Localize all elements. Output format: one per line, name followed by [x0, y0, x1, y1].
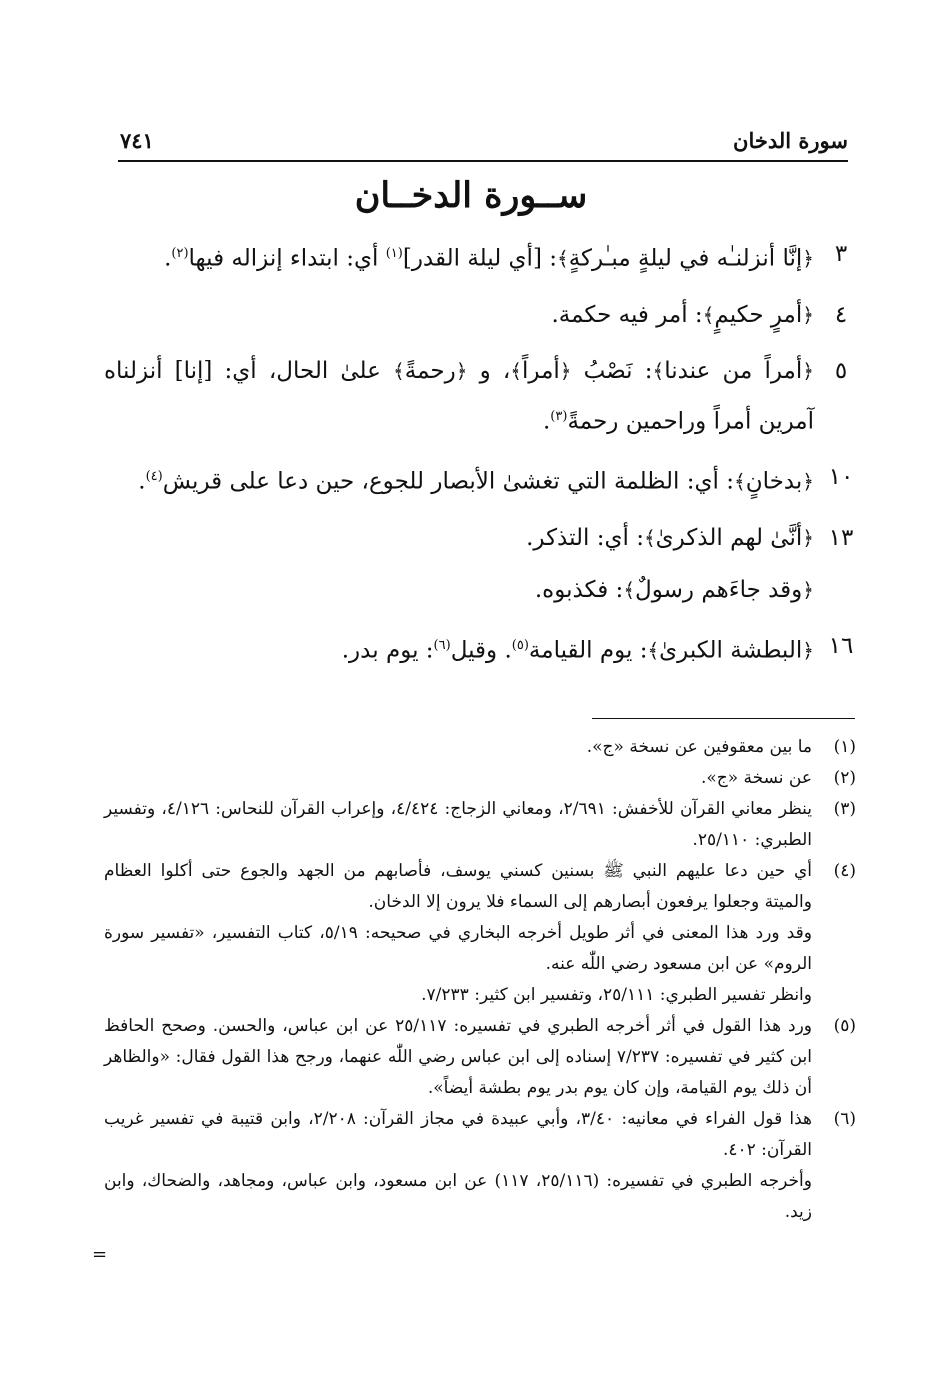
entry-verse-10 — [104, 454, 856, 505]
footnote-5 — [104, 1011, 856, 1104]
ornate-bracket-close: ﴾ — [643, 525, 656, 550]
ornate-bracket-open: ﴿ — [802, 577, 814, 602]
entry-verse-4 — [104, 292, 856, 338]
footnote-number: (٤) — [833, 861, 856, 881]
commentary-text: : يوم القيامة — [528, 637, 648, 664]
ornate-bracket-close: ﴾ — [623, 577, 636, 602]
ornate-bracket-open: ﴿ — [802, 525, 814, 550]
ornate-bracket-open: ﴿ — [802, 638, 814, 663]
footnote-text: ورد هذا القول في أثر أخرجه الطبري في تفسيره: ٢٥/١١٧ عن ابن عباس، والحسن. وصحح الحافظ ابن كثير في تفسيره: ٧/٢٣٧ إسناده إلى ابن عباس رضي اللّٰه عنهما، ورجح هذا القول فقال: «والظاهر أن ذلك يوم القيامة، وإن كان يوم بدر يوم بطشة أيضاً». — [104, 1016, 813, 1098]
quran-quote: بدخانٍ — [745, 468, 803, 495]
verse-number: ٤ — [834, 301, 848, 328]
surah-title: ســورة الدخــان — [354, 175, 588, 216]
verse-number: ١٣ — [828, 524, 854, 551]
continuation-mark: = — [92, 1244, 108, 1265]
footnote-ref[interactable]: (٦) — [433, 637, 451, 653]
footnote-text: أي حين دعا عليهم النبي ﷺ بسنين كسني يوسف، فأصابهم من الجهد والجوع حتى أكلوا العظام والميتة وجعلوا يرفعون أبصارهم إلى السماء فلا يرون إلا الدخان. — [104, 861, 812, 912]
page-number: ٧٤١ — [120, 128, 154, 153]
footnote-number: (٢) — [833, 768, 856, 788]
ornate-bracket-close: ﴾ — [510, 358, 522, 383]
commentary-text: . — [542, 408, 551, 435]
quran-quote: إنَّا أنزلنـٰه في ليلةٍ مبـٰركةٍ — [568, 245, 803, 272]
footnote-6 — [104, 1104, 856, 1228]
footnote-text: ينظر معاني القرآن للأخفش: ٢/٦٩١، ومعاني الزجاج: ٤/٤٢٤، وإعراب القرآن للنحاس: ٤/١٢٦، وتفسير الطبري: ٢٥/١١٠. — [104, 799, 813, 850]
running-header — [120, 128, 848, 158]
ornate-bracket-open: ﴿ — [559, 358, 572, 383]
commentary-text: : أمر فيه حكمة. — [551, 301, 703, 328]
footnote-3 — [104, 794, 856, 856]
quran-quote: أمرٍ حكيمٍ — [714, 301, 803, 328]
commentary-text: . — [138, 468, 146, 495]
footnote-text: وقد ورد هذا المعنى في أثر طويل أخرجه البخاري في صحيحه: ٥/١٩، كتاب التفسير، «تفسير سورة الروم» عن ابن مسعود رضي اللّٰه عنه. — [104, 923, 812, 974]
commentary-text: . — [164, 245, 172, 272]
quran-quote: أنَّىٰ لهم الذكرىٰ — [655, 524, 803, 551]
footnote-number: (٥) — [833, 1016, 856, 1036]
footnote-ref[interactable]: (٥) — [511, 637, 529, 653]
header-rule — [118, 160, 848, 162]
footnotes — [104, 732, 856, 1228]
ornate-bracket-close: ﴾ — [733, 469, 746, 494]
verse-number: ١٦ — [828, 632, 854, 659]
entry-verse-5 — [104, 348, 856, 445]
commentary-text: : أي: التذكر. — [526, 524, 644, 551]
tafsir-entries — [104, 231, 856, 684]
footnote-ref[interactable]: (١) — [385, 246, 403, 261]
ornate-bracket-close: ﴾ — [393, 358, 405, 383]
footnote-ref[interactable]: (٢) — [171, 246, 189, 261]
commentary-text: أي: ابتداء إنزاله فيها — [188, 245, 386, 272]
ornate-bracket-close: ﴾ — [556, 246, 569, 271]
quran-quote: وقد جاءَهم رسولٌ — [635, 576, 803, 603]
quran-quote: رحمةً — [404, 357, 456, 384]
quran-quote: أمراً — [521, 357, 560, 384]
entry-verse-14 — [104, 567, 856, 613]
ornate-bracket-close: ﴾ — [652, 358, 665, 383]
commentary-text: : يوم بدر. — [341, 637, 434, 664]
footnote-ref[interactable]: (٣) — [550, 408, 568, 424]
ornate-bracket-open: ﴿ — [802, 302, 814, 327]
footnote-text: وأخرجه الطبري في تفسيره: (٢٥/١١٦، ١١٧) عن ابن مسعود، وابن عباس، ومجاهد، والضحاك، وابن زيد. — [104, 1171, 812, 1222]
verse-number: ١٠ — [828, 464, 854, 491]
verse-number: ٥ — [834, 357, 848, 384]
footnote-number: (٣) — [833, 799, 856, 819]
commentary-text: : [أي ليلة القدر] — [402, 245, 557, 272]
entry-verse-3 — [104, 231, 856, 282]
footnote-text: ما بين معقوفين عن نسخة «ج». — [586, 737, 812, 757]
ornate-bracket-open: ﴿ — [802, 358, 814, 383]
footnote-2 — [104, 763, 856, 794]
footnote-text: عن نسخة «ج». — [700, 768, 812, 788]
footnote-text: هذا قول الفراء في معانيه: ٣/٤٠، وأبي عبيدة في مجاز القرآن: ٢/٢٠٨، وابن قتيبة في تفسير غريب القرآن: ٤٠٢. — [104, 1109, 812, 1160]
ornate-bracket-open: ﴿ — [802, 469, 814, 494]
running-title: سورة الدخان — [733, 128, 848, 153]
commentary-text: ، و — [467, 357, 511, 384]
commentary-text: : فكذبوه. — [534, 576, 624, 603]
verse-number: ٣ — [834, 241, 848, 267]
entry-verse-16 — [104, 623, 856, 674]
commentary-text: . وقيل — [450, 637, 512, 664]
quran-quote: أمراً من عندنا — [664, 357, 803, 384]
footnote-number: (١) — [833, 737, 856, 757]
ornate-bracket-close: ﴾ — [702, 302, 715, 327]
ornate-bracket-open: ﴿ — [802, 246, 814, 271]
footnote-text: وانظر تفسير الطبري: ٢٥/١١١، وتفسير ابن كثير: ٧/٢٣٣. — [421, 985, 812, 1005]
quran-quote: البطشة الكبرىٰ — [659, 637, 803, 664]
footnote-separator — [592, 718, 855, 719]
entry-verse-13 — [104, 515, 856, 561]
ornate-bracket-open: ﴿ — [455, 358, 468, 383]
footnote-4 — [104, 856, 856, 1011]
commentary-text: : أي: الظلمة التي تغشىٰ الأبصار للجوع، حين دعا على قريش — [162, 468, 734, 495]
commentary-text: علىٰ الحال، أي: [إنا] أنزلناه آمرين أمراً وراحمين رحمةً — [104, 357, 814, 435]
footnote-number: (٦) — [833, 1109, 856, 1129]
commentary-text: : نَصْبُ — [571, 357, 653, 384]
ornate-bracket-close: ﴾ — [647, 638, 660, 663]
footnote-1 — [104, 732, 856, 763]
footnote-ref[interactable]: (٤) — [145, 469, 163, 485]
